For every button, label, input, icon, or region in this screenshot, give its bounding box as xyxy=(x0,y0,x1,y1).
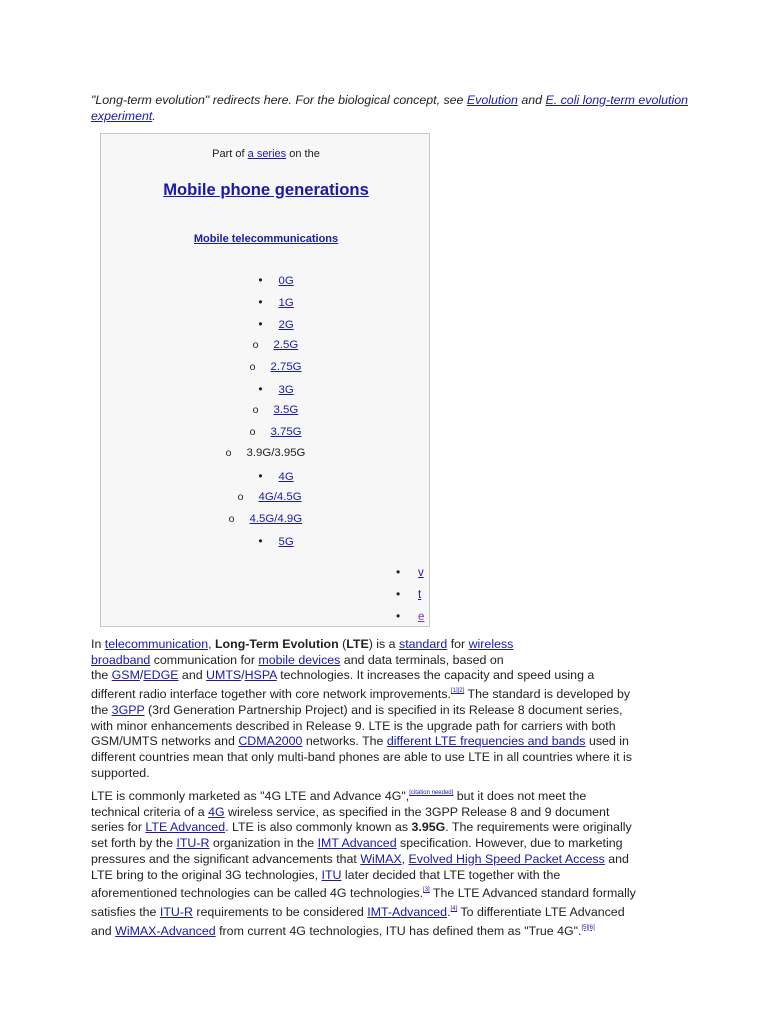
body-text: and xyxy=(91,923,116,938)
body-text: and xyxy=(604,851,629,866)
sub-bullet-marker: o xyxy=(252,404,259,416)
body-text: specification. However, due to marketing xyxy=(396,836,623,851)
generation-item xyxy=(248,404,299,416)
vte-item xyxy=(396,565,424,579)
wiki-link[interactable]: wireless xyxy=(468,637,514,651)
body-text: supported. xyxy=(91,765,150,780)
wiki-link[interactable]: LTE Advanced xyxy=(145,820,226,835)
wiki-link[interactable]: EDGE xyxy=(143,668,179,683)
hatnote-text: "Long-term evolution" redirects here. For the biological concept, see xyxy=(91,93,467,107)
wiki-link[interactable]: UMTS xyxy=(206,668,242,683)
body-text: but it does not meet the xyxy=(453,789,587,803)
generation-link[interactable]: 4.5G/4.9G xyxy=(249,513,303,525)
bold-term: Long-Term Evolution xyxy=(214,637,339,651)
generation-link[interactable]: 2G xyxy=(278,319,294,331)
body-text: different radio interface together with core network improvements. xyxy=(91,687,451,702)
generation-link: 3.9G/3.95G xyxy=(246,447,306,459)
bullet-marker: • xyxy=(258,534,263,548)
infobox-title[interactable] xyxy=(101,180,431,200)
infobox-subtitle-link[interactable]: Mobile telecommunications xyxy=(193,233,339,245)
body-text: requirements to be considered xyxy=(192,904,368,919)
vte-item xyxy=(396,609,424,623)
bullet-marker: • xyxy=(396,587,401,601)
sub-bullet-marker: o xyxy=(249,361,256,373)
citation-ref[interactable]: [4] xyxy=(450,905,458,912)
series-link[interactable]: a series xyxy=(247,148,287,160)
generation-item xyxy=(253,534,294,548)
body-text: The LTE Advanced standard formally xyxy=(429,886,636,901)
body-text: satisfies the xyxy=(91,904,160,919)
series-suffix: on the xyxy=(286,148,320,160)
body-text: and data terminals, based on xyxy=(340,652,504,667)
intro-paragraph xyxy=(91,637,681,781)
body-text: and xyxy=(178,668,207,683)
body-text: communication for xyxy=(150,652,259,667)
wiki-link[interactable]: IMT Advanced xyxy=(317,836,397,851)
hatnote xyxy=(91,93,691,125)
body-text: series for xyxy=(91,820,146,835)
wiki-link[interactable]: Evolved High Speed Packet Access xyxy=(408,851,605,866)
body-text: ) is a xyxy=(368,637,400,651)
wiki-link[interactable]: different LTE frequencies and bands xyxy=(386,734,586,749)
marketing-paragraph xyxy=(91,786,681,939)
body-text: LTE bring to the original 3G technologies, xyxy=(91,867,322,882)
citation-ref[interactable]: [citation needed] xyxy=(409,790,454,796)
generation-link[interactable]: 0G xyxy=(278,275,294,287)
sub-bullet-marker: o xyxy=(237,491,244,503)
generation-link[interactable]: 2.5G xyxy=(273,339,299,351)
wiki-link[interactable]: CDMA2000 xyxy=(238,734,303,749)
body-text: networks. The xyxy=(302,734,387,749)
body-text: set forth by the xyxy=(91,836,177,851)
body-text: To differentiate LTE Advanced xyxy=(457,904,625,919)
generation-item xyxy=(253,317,294,331)
series-caption xyxy=(101,148,431,160)
vte-item xyxy=(396,587,421,601)
body-text: technical criteria of a xyxy=(91,804,209,819)
infobox-title-link[interactable]: Mobile phone generations xyxy=(163,180,369,199)
citation-ref[interactable]: [3] xyxy=(423,887,430,894)
body-text: technologies. It increases the capacity and speed using a xyxy=(276,668,595,683)
citation-ref[interactable]: [1][2] xyxy=(450,688,465,695)
generation-item xyxy=(253,295,294,309)
bullet-marker: • xyxy=(396,609,401,623)
wiki-link[interactable]: WiMAX xyxy=(360,851,402,866)
wiki-link[interactable]: ITU-R xyxy=(159,904,193,919)
body-text: from current 4G technologies, ITU has defined them as "True 4G". xyxy=(215,923,582,938)
generation-item xyxy=(245,426,302,438)
body-text: for xyxy=(447,637,469,651)
sub-bullet-marker: o xyxy=(252,339,259,351)
body-text: with minor enhancements described in Release 9. LTE is the upgrade path for carriers with both xyxy=(91,718,616,733)
view-template-link[interactable]: v xyxy=(418,567,424,579)
generation-link[interactable]: 2.75G xyxy=(270,361,302,373)
wiki-link[interactable]: GSM xyxy=(111,668,140,683)
body-text: / xyxy=(139,668,144,683)
body-text: aforementioned technologies can be called 4G technologies. xyxy=(91,886,424,901)
body-text: GSM/UMTS networks and xyxy=(91,734,239,749)
evolution-link[interactable]: Evolution xyxy=(466,93,518,107)
wiki-link[interactable]: telecommunication xyxy=(104,637,209,651)
generation-item xyxy=(233,491,302,503)
body-text: used in xyxy=(585,734,629,749)
bold-term: 3.95G xyxy=(411,820,446,835)
generation-item xyxy=(253,469,294,483)
generation-item xyxy=(253,382,294,396)
body-text: . xyxy=(447,904,451,919)
wiki-link[interactable]: ITU-R xyxy=(176,836,210,851)
generation-link[interactable]: 3G xyxy=(278,384,294,396)
body-text: (3rd Generation Partnership Project) and is specified in its Release 8 document series, xyxy=(144,702,623,717)
generation-link[interactable]: 4G/4.5G xyxy=(258,491,302,503)
generation-item xyxy=(253,273,294,287)
wiki-link[interactable]: IMT-Advanced xyxy=(367,904,448,919)
generation-item xyxy=(221,447,306,459)
wiki-link[interactable]: mobile devices xyxy=(258,652,341,667)
body-text: ( xyxy=(338,637,347,651)
sub-bullet-marker: o xyxy=(228,513,235,525)
infobox-subtitle[interactable] xyxy=(101,233,431,245)
bullet-marker: • xyxy=(258,317,263,331)
generation-link[interactable]: 3.5G xyxy=(273,404,299,416)
sub-bullet-marker: o xyxy=(225,447,232,459)
body-text: LTE is commonly marketed as "4G LTE and Advance 4G", xyxy=(91,789,410,803)
hatnote-and: and xyxy=(517,93,546,107)
series-infobox xyxy=(100,133,430,627)
body-text: In xyxy=(91,637,105,651)
hatnote-period: . xyxy=(152,108,156,123)
body-text: The standard is developed by xyxy=(464,687,631,702)
wiki-link[interactable]: 3GPP xyxy=(111,702,145,717)
body-text: . LTE is also commonly known as xyxy=(225,820,412,835)
bold-term: LTE xyxy=(346,637,369,651)
wiki-link[interactable]: ITU xyxy=(321,867,342,882)
bullet-marker: • xyxy=(396,565,401,579)
body-text: organization in the xyxy=(209,836,318,851)
body-text: different countries mean that only multi-band phones are able to use LTE in all countries where it is xyxy=(91,749,632,764)
bullet-marker: • xyxy=(258,273,263,287)
citation-ref[interactable]: [5][6] xyxy=(581,924,595,931)
body-text: / xyxy=(241,668,245,683)
wiki-link[interactable]: broadband xyxy=(91,652,151,667)
generation-item xyxy=(248,339,299,351)
generation-item xyxy=(224,513,303,525)
wiki-link[interactable]: WiMAX-Advanced xyxy=(115,923,216,938)
body-text: wireless service, as specified in the 3GPP Release 8 and 9 document xyxy=(224,804,610,819)
generation-link[interactable]: 3.75G xyxy=(270,426,302,438)
bullet-marker: • xyxy=(258,295,263,309)
body-text: later decided that LTE together with the xyxy=(341,867,561,882)
generation-link[interactable]: 1G xyxy=(278,297,294,309)
wiki-link[interactable]: standard xyxy=(399,637,448,651)
series-prefix: Part of xyxy=(212,148,248,160)
bullet-marker: • xyxy=(258,469,263,483)
generation-link[interactable]: 5G xyxy=(278,536,294,548)
ecoli-experiment-link[interactable]: E. coli long-term evolution experiment xyxy=(91,93,689,123)
body-text: the xyxy=(91,702,112,717)
body-text: pressures and the significant advancements that xyxy=(91,851,361,866)
body-text: the xyxy=(91,668,112,683)
generation-link[interactable]: 4G xyxy=(278,471,294,483)
body-text: , xyxy=(208,637,215,651)
body-text: , xyxy=(401,851,409,866)
wiki-link[interactable]: HSPA xyxy=(244,668,277,683)
sub-bullet-marker: o xyxy=(249,426,256,438)
talk-template-link[interactable]: t xyxy=(418,589,422,601)
body-text: . The requirements were originally xyxy=(445,820,632,835)
wiki-link[interactable]: 4G xyxy=(208,804,225,819)
edit-template-link[interactable]: e xyxy=(418,611,425,623)
generation-item xyxy=(245,361,302,373)
bullet-marker: • xyxy=(258,382,263,396)
